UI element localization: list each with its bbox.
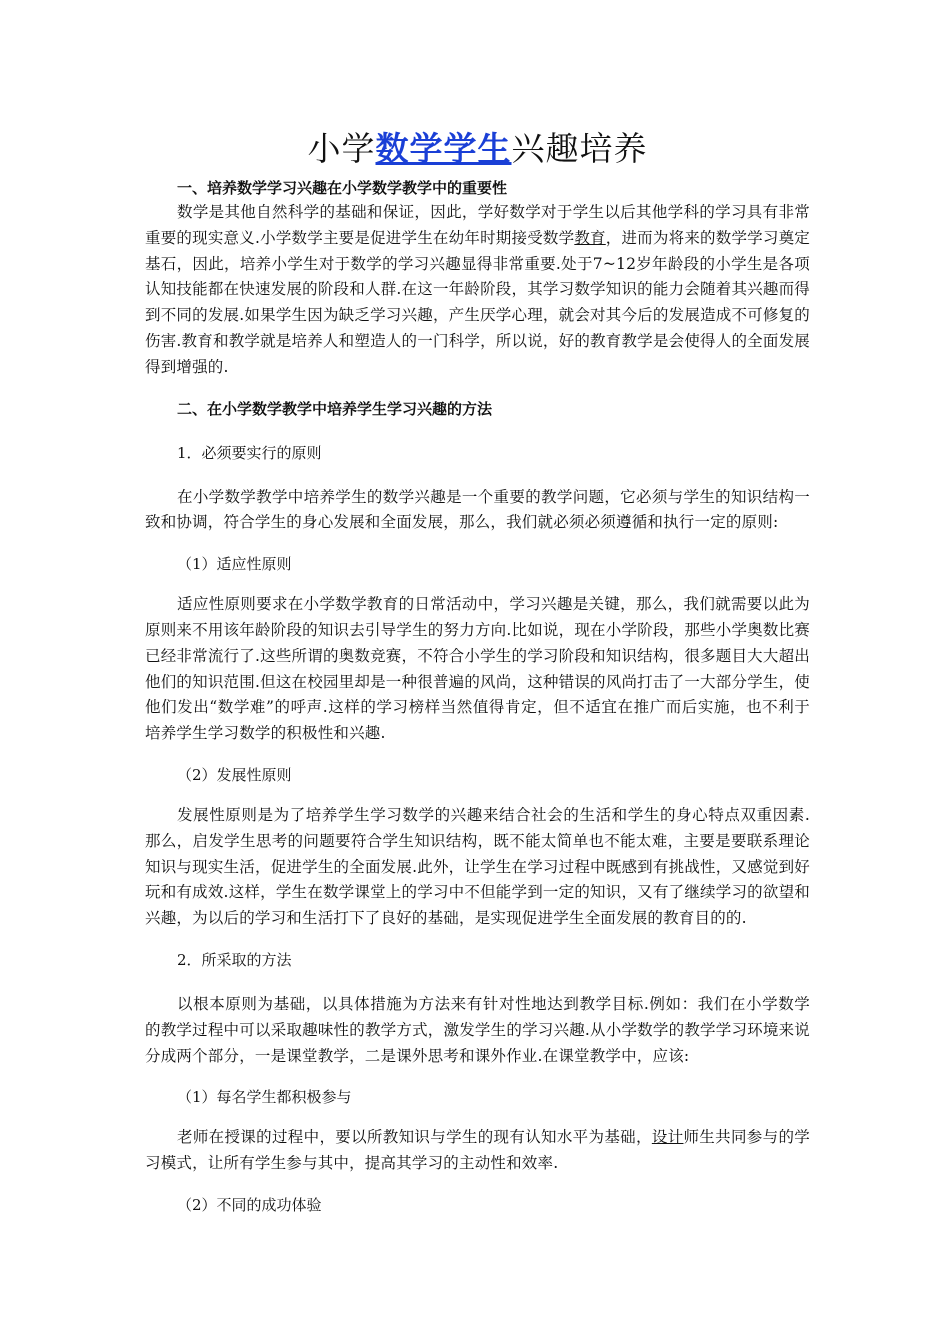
method-1-text-a: 老师在授课的过程中，要以所教知识与学生的现有认知水平为基础， <box>177 1128 652 1147</box>
title-suffix: 兴趣培养 <box>511 129 648 168</box>
section-1-text-b: ，进而为将来的数学学习奠定基石，因此，培养小学生对于数学的学习兴趣显得非常重要.处于7~12岁年龄段的小学生是各项认知技能都在快速发展的阶段和人群.在这一年龄阶段，其学习数学知识的能力会随着其兴趣而得到不同的发展.如果学生因为缺乏学习兴趣，产生厌学心理，就会对其今后的发展造成不可修复的伤害.教育和教学就是培养人和塑造人的一门科学，所以说，好的教育教学是会使得人的全面发展得到增强的. <box>145 228 810 376</box>
method-1-text-b: 师生共同参与的学习模式，让所有学生参与其中，提高其学习的主动性和效率. <box>145 1128 810 1173</box>
method-1-paragraph <box>145 1125 810 1177</box>
title-prefix: 小学 <box>307 129 376 168</box>
principle-1-heading: （1）适应性原则 <box>177 555 292 574</box>
subsection-2-heading: 2．所采取的方法 <box>177 950 292 969</box>
design-link[interactable]: 设计 <box>651 1128 684 1147</box>
section-2-heading: 二、在小学数学教学中培养学生学习兴趣的方法 <box>177 399 493 418</box>
method-1-heading: （1）每名学生都积极参与 <box>177 1088 352 1107</box>
subsection-2-paragraph: 以根本原则为基础，以具体措施为方法来有针对性地达到教学目标.例如：我们在小学数学的教学过程中可以采取趣味性的教学方式，激发学生的学习兴趣.从小学数学的教学学习环境来说分成两个部分，一是课堂教学，二是课外思考和课外作业.在课堂教学中，应该: <box>145 994 810 1065</box>
section-1-heading: 一、培养数学学习兴趣在小学数学教学中的重要性 <box>177 179 508 197</box>
subsection-1-paragraph: 在小学数学教学中培养学生的数学兴趣是一个重要的教学问题，它必须与学生的知识结构一致和协调，符合学生的身心发展和全面发展，那么，我们就必须必须遵循和执行一定的原则: <box>145 487 810 532</box>
education-link[interactable]: 教育 <box>574 228 606 247</box>
document-title <box>145 124 810 174</box>
principle-2-heading: （2）发展性原则 <box>177 765 292 784</box>
title-highlight-link[interactable]: 数学学生 <box>375 129 512 168</box>
subsection-1-heading: 1．必须要实行的原则 <box>177 443 322 462</box>
section-1-paragraph <box>145 200 810 381</box>
document-body <box>145 124 810 1217</box>
principle-2-paragraph: 发展性原则是为了培养学生学习数学的兴趣来结合社会的生活和学生的身心特点双重因素.那么，启发学生思考的问题要符合学生知识结构，既不能太简单也不能太难，主要是要联系理论知识与现实生活，促进学生的全面发展.此外，让学生在学习过程中既感到有挑战性，又感觉到好玩和有成效.这样，学生在数学课堂上的学习中不但能学到一定的知识，又有了继续学习的欲望和兴趣，为以后的学习和生活打下了良好的基础，是实现促进学生全面发展的教育目的的. <box>145 805 810 928</box>
section-1-text-a: 数学是其他自然科学的基础和保证，因此，学好数学对于学生以后其他学科的学习具有非常重要的现实意义.小学数学主要是促进学生在幼年时期接受数学 <box>145 203 810 247</box>
method-2-heading: （2）不同的成功体验 <box>177 1195 322 1214</box>
principle-1-paragraph: 适应性原则要求在小学数学教育的日常活动中，学习兴趣是关键，那么，我们就需要以此为原则来不用该年龄阶段的知识去引导学生的努力方向.比如说，现在小学阶段，那些小学奥数比赛已经非常流行了.这些所谓的奥数竞赛，不符合小学生的学习阶段和知识结构，很多题目大大超出他们的知识范围.但这在校园里却是一种很普遍的风尚，这种错误的风尚打击了一大部分学生，使他们发出“数学难”的呼声.这样的学习榜样当然值得肯定，但不适宜在推广而后实施，也不利于培养学生学习数学的积极性和兴趣. <box>145 595 810 743</box>
